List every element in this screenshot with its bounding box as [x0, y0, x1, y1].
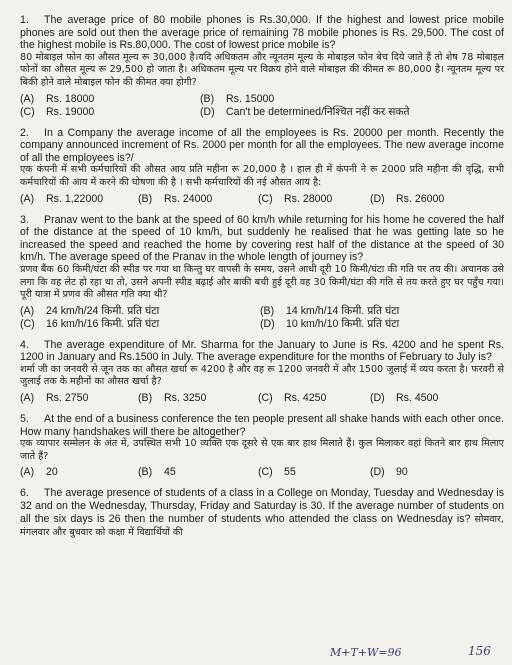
question-5-hindi: एक व्यापार सम्मेलन के अंत में, उपस्थित सभी 10 व्यक्ति एक दूसरे से एक बार हाथ मिलाते हैं। कुल मिलाकर वहां कितने बार हाथ मिलाए जाते हैं? — [20, 438, 504, 462]
question-5-options — [20, 466, 504, 479]
question-3-number: 3. — [20, 213, 29, 226]
option-c: (C) Rs. 28000 — [258, 192, 333, 205]
option-a: (A) 20 — [20, 466, 58, 479]
question-2 — [20, 127, 504, 206]
question-1-number: 1. — [20, 14, 29, 26]
option-d: (D) 10 km/h/10 किमी. प्रति घंटा — [260, 317, 400, 330]
question-4-number: 4. — [20, 338, 29, 351]
option-b: (B) 45 — [138, 466, 176, 479]
option-c: (C) 55 — [258, 466, 296, 479]
option-d: (D) Rs. 4500 — [370, 392, 439, 405]
option-d: (D) Can't be determined/निश्चित नहीं कर सकते — [200, 105, 410, 118]
option-d: (D) Rs. 26000 — [370, 192, 445, 205]
question-6 — [20, 487, 504, 539]
question-5-number: 5. — [20, 413, 29, 426]
option-c: (C) Rs. 19000 — [20, 105, 95, 118]
option-a: (A) Rs. 1,22000 — [20, 192, 104, 205]
question-6-english: The average presence of students of a class in a College on Monday, Tuesday and Wednesday is 32 and on the Wednesday, Thursday, Friday and Saturday is 30. If the average number of students on all the six days is 26 then the number of students who attended the class on Wednesday is? — [20, 487, 504, 525]
option-b: (B) Rs. 3250 — [138, 392, 207, 405]
option-a: (A) Rs. 2750 — [20, 392, 89, 405]
option-a: (A) 24 km/h/24 किमी. प्रति घंटा — [20, 304, 160, 317]
question-4-text — [20, 339, 504, 364]
option-a: (A) Rs. 18000 — [20, 92, 95, 105]
question-2-number: 2. — [20, 126, 29, 139]
question-1-text — [20, 14, 504, 52]
question-1-english: The average price of 80 mobile phones is Rs.30,000. If the highest and lowest price mobile phones are sold out then the average price of remaining 78 mobile phones is Rs. 29,500. The cost of the highest mobile is Rs.80,000. The cost of lowest price mobile is? — [20, 14, 504, 52]
question-4 — [20, 339, 504, 405]
question-2-options — [20, 193, 504, 206]
question-4-english: The average expenditure of Mr. Sharma for the January to June is Rs. 4200 and he spent Rs. 1200 in January and Rs.1500 in July. The average expenditure for the months of February to July is? — [20, 338, 504, 364]
question-3 — [20, 214, 504, 331]
question-1-hindi: 80 मोबाइल फोन का औसत मूल्य रू 30,000 है।यदि अधिकतम और न्यूनतम मूल्य के मोबाइल फोन बेच दिये जाते हैं तो शेष 78 मोबाइल फोनों का औसत मूल्य रू 29,500 हो जाता है। अधिकतम मूल्य पर विक्रय होने वाले मोबाइल की कीमत रू 80,000 है। न्यूनतम मूल्य पर बिकी होने वाले मोबाइल फोन की कीमत क्या होगी? — [20, 51, 504, 88]
question-2-hindi: एक कंपनी में सभी कर्मचारियों की औसत आय प्रति महीना रू 20,000 है । हाल ही में कंपनी ने रू 2000 प्रति महीना की वृद्धि, सभी कर्मचारियों की आय में करने की घोषणा की है । सभी कर्मचारियों की नई औसत आय है: — [20, 164, 504, 188]
option-b: (B) Rs. 15000 — [200, 92, 275, 105]
question-2-english: In a Company the average income of all the employees is Rs. 20000 per month. Recently the company announced increment of Rs. 2000 per month for all the employees. The new average income of all the employees is?/ — [20, 126, 504, 164]
question-5-english: At the end of a business conference the ten people present all shake hands with each other once. How many handshakes will there be altogether? — [20, 413, 504, 438]
question-1-options — [20, 93, 504, 119]
question-5-text — [20, 413, 504, 438]
question-2-text — [20, 127, 504, 165]
question-1 — [20, 14, 504, 119]
option-c: (C) Rs. 4250 — [258, 392, 327, 405]
question-3-text — [20, 214, 504, 264]
question-3-hindi: प्रणव बैंक 60 किमी/घंटा की स्पीड पर गया था किन्तु घर वापसी के समय, उसने आधी दूरी 10 किमी/घंटा की गति पर तय की। अचानक उसे लगा कि वह लेट हो रहा था तो, उसने अपनी स्पीड बढ़ाई और बाकी बची हुई दूरी वह 30 किमी/घंटा की गति से तय करते हुए घर पहुँच गया। पूरी यात्रा में प्रणव की औसत गति क्या थी? — [20, 263, 504, 301]
handwritten-note-sum: M+T+W=96 — [330, 646, 402, 659]
question-6-hindi: सोमवार, मंगलवार और बुधवार को कक्षा में विद्यार्थियों की — [20, 513, 504, 539]
question-6-number: 6. — [20, 487, 29, 500]
question-5 — [20, 413, 504, 479]
option-b: (B) Rs. 24000 — [138, 192, 213, 205]
question-4-options — [20, 392, 504, 405]
option-b: (B) 14 km/h/14 किमी. प्रति घंटा — [260, 304, 400, 317]
question-4-hindi: शर्मा जी का जनवरी से जून तक का औसत खर्चा रू 4200 है और वह रू 1200 जनवरी में और 1500 जुलाई में व्यय करता है। फरवरी से जुलाई तक के महीनों का औसत खर्चा है? — [20, 363, 504, 388]
handwritten-note-total: 156 — [468, 644, 491, 658]
question-3-english: Pranav went to the bank at the speed of 60 km/h while returning for his home he covered the half of the distance at the speed of 10 km/h, but suddenly he realised that he was getting late so he increased the speed and reached the home by covering rest half of the distance at the speed of 30 km/h. The average speed of the Pranav in the whole length of journey is? — [20, 213, 504, 264]
option-c: (C) 16 km/h/16 किमी. प्रति घंटा — [20, 317, 160, 330]
option-d: (D) 90 — [370, 466, 408, 479]
question-6-text — [20, 487, 504, 539]
question-3-options — [20, 305, 504, 331]
